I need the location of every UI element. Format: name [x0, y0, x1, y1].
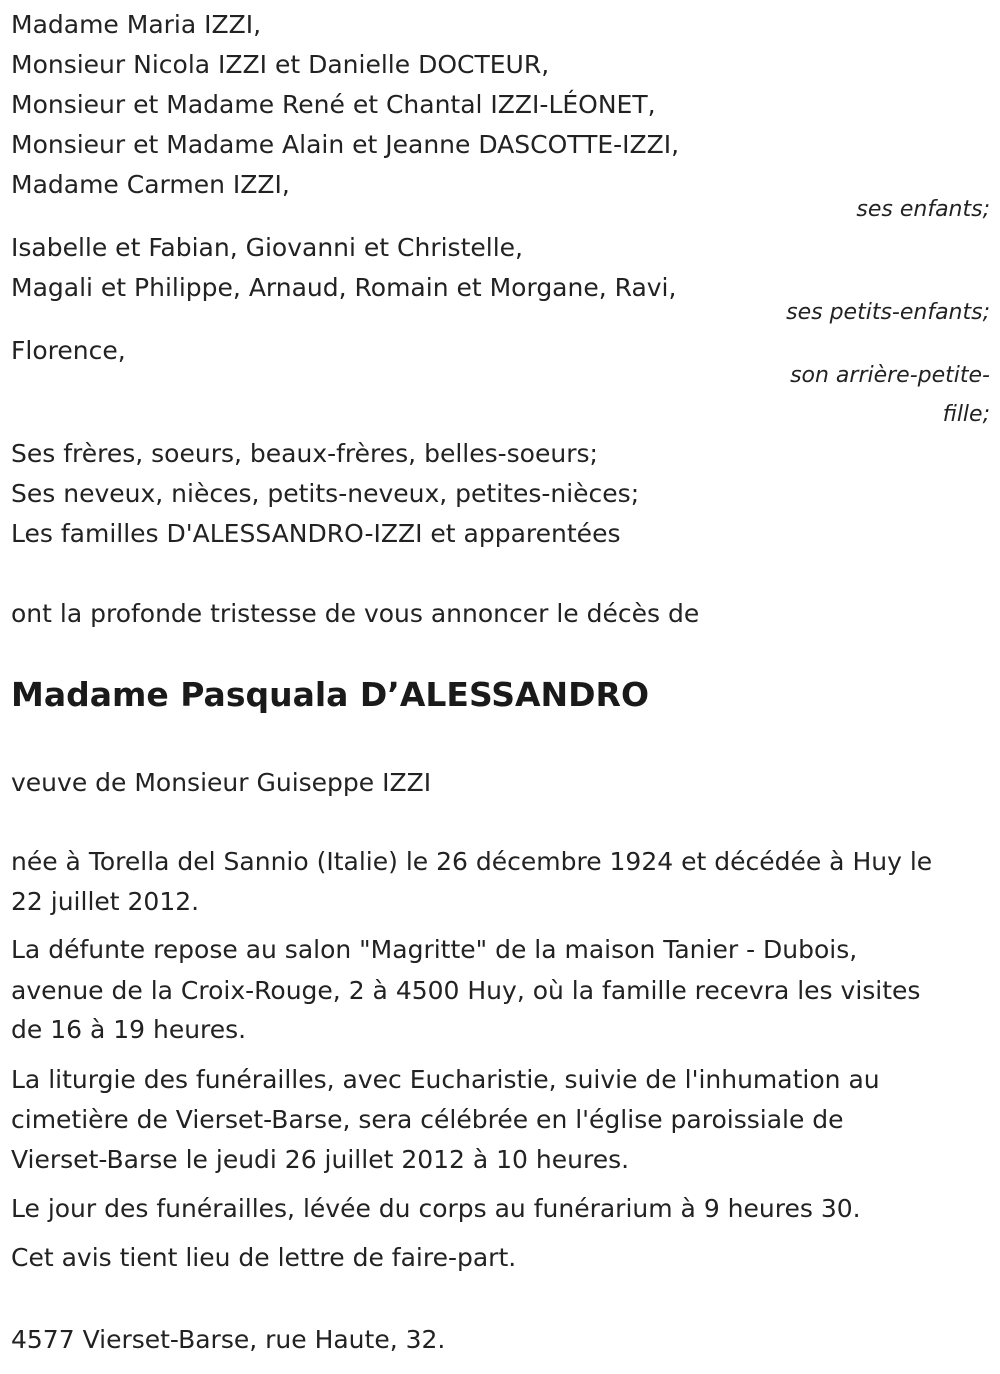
- birth-death-line: 22 juillet 2012.: [11, 887, 200, 916]
- children-line: Monsieur et Madame René et Chantal IZZI-LÉONET,: [11, 90, 656, 119]
- great-grandchildren-role-line2: fille;: [942, 402, 990, 427]
- children-line: Madame Carmen IZZI,: [11, 170, 290, 199]
- announcement-text: ont la profonde tristesse de vous annoncer le décès de: [11, 599, 700, 628]
- liturgy-line: Vierset-Barse le jeudi 26 juillet 2012 à 10 heures.: [11, 1145, 630, 1174]
- grandchildren-line: Isabelle et Fabian, Giovanni et Christelle,: [11, 233, 523, 262]
- great-grandchildren-role-line1: son arrière-petite-: [790, 363, 990, 388]
- children-line: Madame Maria IZZI,: [11, 10, 262, 39]
- funeral-departure-text: Le jour des funérailles, lévée du corps au funérarium à 9 heures 30.: [11, 1194, 861, 1223]
- extended-family-line: Ses frères, soeurs, beaux-frères, belles-soeurs;: [11, 439, 598, 468]
- viewing-line: La défunte repose au salon "Magritte" de la maison Tanier - Dubois,: [11, 935, 858, 964]
- extended-family-line: Ses neveux, nièces, petits-neveux, petites-nièces;: [11, 479, 640, 508]
- deceased-name: Madame Pasquala D’ALESSANDRO: [11, 675, 650, 714]
- children-line: Monsieur et Madame Alain et Jeanne DASCOTTE-IZZI,: [11, 130, 680, 159]
- great-grandchildren-line: Florence,: [11, 336, 126, 365]
- birth-death-line: née à Torella del Sannio (Italie) le 26 décembre 1924 et décédée à Huy le: [11, 847, 933, 876]
- liturgy-line: cimetière de Vierset-Barse, sera célébrée en l'église paroissiale de: [11, 1105, 844, 1134]
- viewing-line: de 16 à 19 heures.: [11, 1015, 247, 1044]
- notice-text: Cet avis tient lieu de lettre de faire-part.: [11, 1243, 517, 1272]
- viewing-line: avenue de la Croix-Rouge, 2 à 4500 Huy, où la famille recevra les visites: [11, 976, 921, 1005]
- address-text: 4577 Vierset-Barse, rue Haute, 32.: [11, 1325, 446, 1354]
- children-role: ses enfants;: [856, 197, 990, 222]
- children-line: Monsieur Nicola IZZI et Danielle DOCTEUR,: [11, 50, 550, 79]
- grandchildren-role: ses petits-enfants;: [786, 300, 990, 325]
- grandchildren-line: Magali et Philippe, Arnaud, Romain et Morgane, Ravi,: [11, 273, 677, 302]
- widow-of-text: veuve de Monsieur Guiseppe IZZI: [11, 768, 432, 797]
- liturgy-line: La liturgie des funérailles, avec Eucharistie, suivie de l'inhumation au: [11, 1065, 880, 1094]
- extended-family-line: Les familles D'ALESSANDRO-IZZI et apparentées: [11, 519, 621, 548]
